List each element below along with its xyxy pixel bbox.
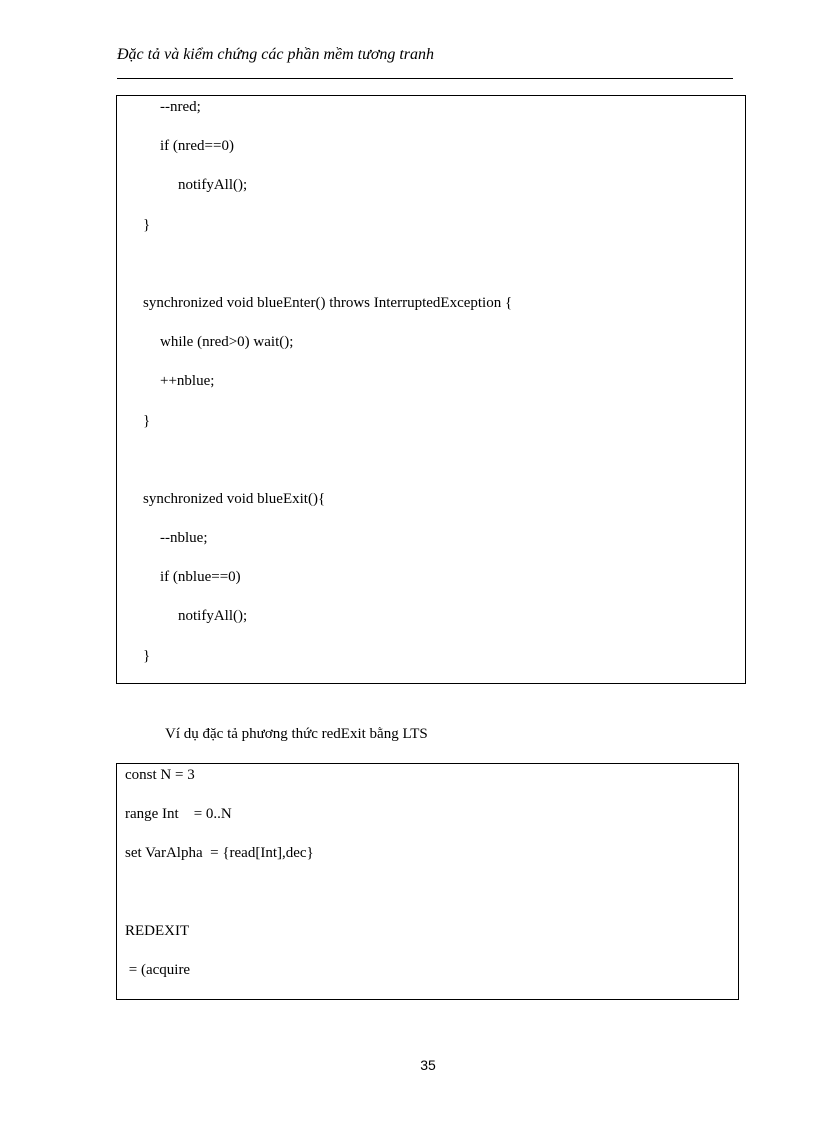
- code-line: while (nred>0) wait();: [160, 334, 294, 350]
- code-line: if (nred==0): [160, 138, 234, 154]
- code-line: synchronized void blueExit(){: [143, 491, 326, 507]
- code-line: if (nblue==0): [160, 569, 241, 585]
- code-line: synchronized void blueEnter() throws InterruptedException {: [143, 295, 513, 311]
- code-line: const N = 3: [125, 767, 195, 783]
- code-line: --nblue;: [160, 530, 208, 546]
- code-line: notifyAll();: [178, 608, 248, 624]
- code-line: }: [143, 413, 151, 429]
- code-line: --nred;: [160, 99, 201, 115]
- code-line: REDEXIT: [125, 923, 190, 939]
- page-number: 35: [420, 1057, 436, 1073]
- header-divider: [117, 78, 733, 79]
- code-block-lts: [116, 763, 739, 1000]
- code-line: ++nblue;: [160, 373, 215, 389]
- code-line: = (acquire: [125, 962, 191, 978]
- document-header-title: Đặc tả và kiểm chứng các phần mềm tương tranh: [117, 46, 435, 63]
- code-line: range Int = 0..N: [125, 806, 232, 822]
- code-block-monitor: [116, 95, 746, 684]
- code-line: set VarAlpha = {read[Int],dec}: [125, 845, 314, 861]
- code-line: }: [143, 648, 151, 664]
- figure-caption: Ví dụ đặc tả phương thức redExit bằng LTS: [165, 726, 428, 742]
- code-line: notifyAll();: [178, 177, 248, 193]
- code-line: }: [143, 217, 151, 233]
